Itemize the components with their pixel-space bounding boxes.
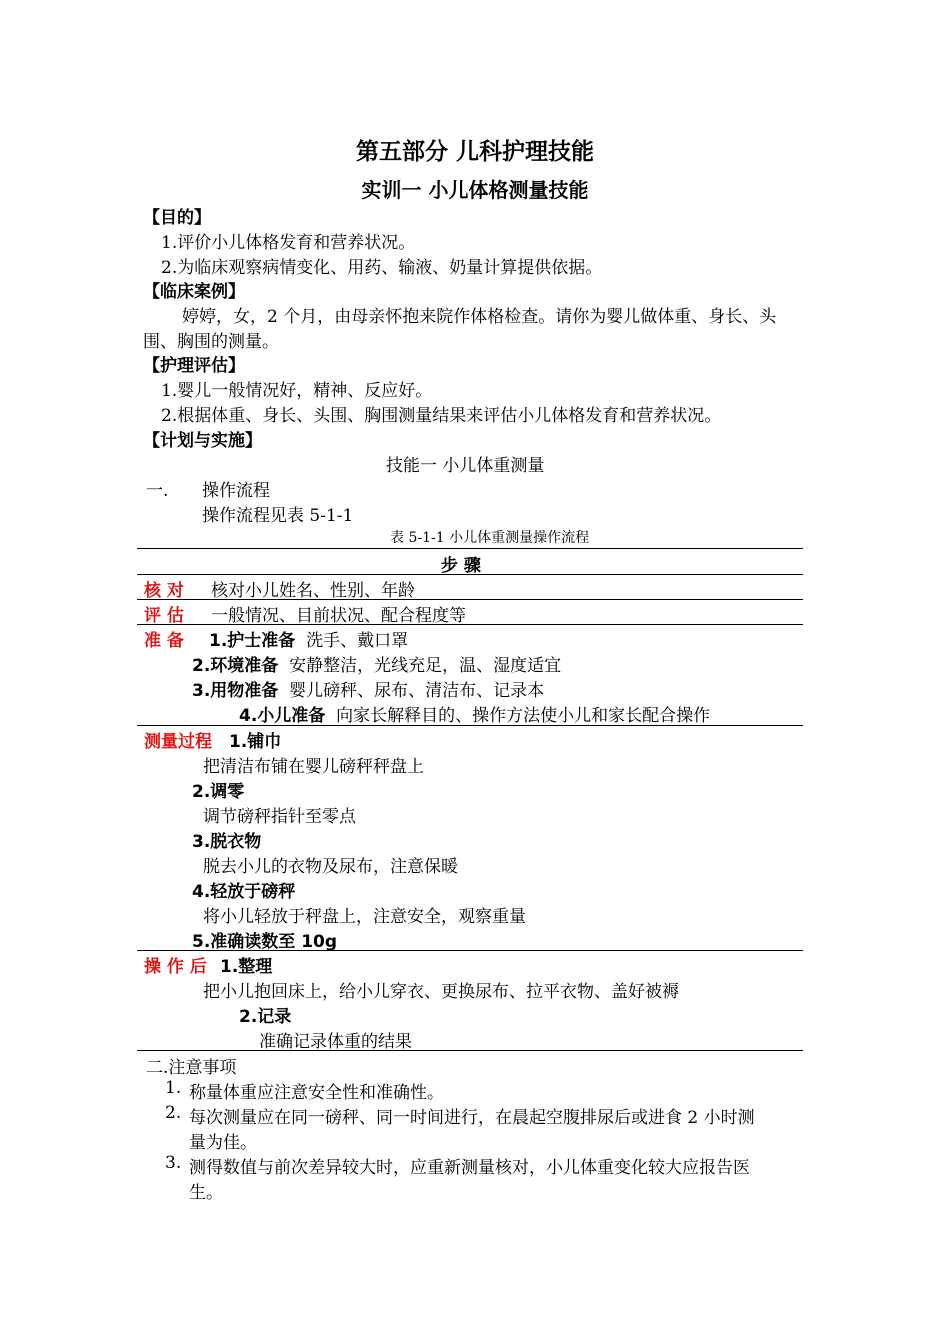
process-step-text: 将小儿轻放于秤盘上，注意安全，观察重量 [203,907,526,927]
after-step-title: 2.记录 [239,1007,292,1027]
prepare-item-text: 向家长解释目的、操作方法使小儿和家长配合操作 [336,706,711,726]
prepare-item-text: 婴儿磅秤、尿布、清洁布、记录本 [289,681,545,701]
prepare-item-text: 安静整洁，光线充足，温、湿度适宜 [289,656,562,676]
case-line-1: 婷婷，女，2 个月，由母亲怀抱来院作体格检查。请你为婴儿做体重、身长、头 [182,307,777,327]
process-step-title: 5.准确读数至 10g [192,932,338,952]
prepare-item [239,701,710,726]
prepare-label: 准 备 [144,631,184,651]
note-number: 1. [165,1078,182,1098]
process-step-text: 脱去小儿的衣物及尿布，注意保暖 [203,857,458,877]
case-line-2: 围、胸围的测量。 [143,332,279,352]
prepare-item-title: 4.小儿准备 [239,706,326,726]
check-label: 核 对 [144,581,184,601]
note-line: 测得数值与前次差异较大时，应重新测量核对，小儿体重变化较大应报告医 [189,1158,750,1178]
purpose-item-2: 2.为临床观察病情变化、用药、输液、奶量计算提供依据。 [161,258,603,278]
prepare-item-title: 1.护士准备 [209,631,296,651]
process-step-title: 4.轻放于磅秤 [192,882,296,902]
note-number: 2. [165,1103,182,1123]
process-step-title: 3.脱衣物 [192,832,262,852]
section1-ref: 操作流程见表 5-1-1 [202,506,354,526]
skill-title: 技能一 小儿体重测量 [386,456,545,476]
process-step-text: 把清洁布铺在婴儿磅秤秤盘上 [203,757,424,777]
note-number: 3. [165,1153,182,1173]
training-title: 实训一 小儿体格测量技能 [361,178,589,202]
section1-title: 操作流程 [202,481,270,501]
plan-heading: 【计划与实施】 [143,431,262,451]
prepare-item [209,626,408,651]
process-step-text: 调节磅秤指针至零点 [203,807,356,827]
assessment-item-1: 1.婴儿一般情况好，精神、反应好。 [161,381,433,401]
assessment-heading: 【护理评估】 [143,356,245,376]
after-step-text: 准确记录体重的结果 [259,1032,412,1052]
part-title: 第五部分 儿科护理技能 [355,139,594,165]
prepare-item [192,676,544,701]
section1-number: 一. [146,481,169,501]
note-line: 生。 [189,1183,223,1203]
purpose-item-1: 1.评价小儿体格发育和营养状况。 [161,233,416,253]
table-top-rule [137,548,803,549]
evaluate-label: 评 估 [144,606,184,626]
assessment-item-2: 2.根据体重、身长、头围、胸围测量结果来评估小儿体格发育和营养状况。 [161,406,722,426]
prepare-item [192,651,561,676]
note-line: 称量体重应注意安全性和准确性。 [189,1083,444,1103]
check-text: 核对小儿姓名、性别、年龄 [211,581,415,601]
case-heading: 【临床案例】 [143,282,245,302]
notes-heading: 二.注意事项 [146,1058,237,1078]
note-line: 量为佳。 [189,1133,257,1153]
process-step-title: 2.调零 [192,782,245,802]
table-header: 步 骤 [441,556,481,576]
after-label: 操 作 后 [144,957,207,977]
table-bottom-rule [137,1050,803,1051]
process-step-title: 1.铺巾 [229,732,282,752]
table-caption: 表 5-1-1 小儿体重测量操作流程 [390,530,590,546]
after-step-text: 把小儿抱回床上，给小儿穿衣、更换尿布、拉平衣物、盖好被褥 [203,982,679,1002]
prepare-item-title: 3.用物准备 [192,681,279,701]
evaluate-text: 一般情况、目前状况、配合程度等 [211,606,466,626]
purpose-heading: 【目的】 [143,208,211,228]
after-step-title: 1.整理 [220,957,273,977]
prepare-item-text: 洗手、戴口罩 [306,631,409,651]
prepare-item-title: 2.环境准备 [192,656,279,676]
process-label: 测量过程 [144,732,212,752]
note-line: 每次测量应在同一磅秤、同一时间进行，在晨起空腹排尿后或进食 2 小时测 [189,1108,755,1128]
